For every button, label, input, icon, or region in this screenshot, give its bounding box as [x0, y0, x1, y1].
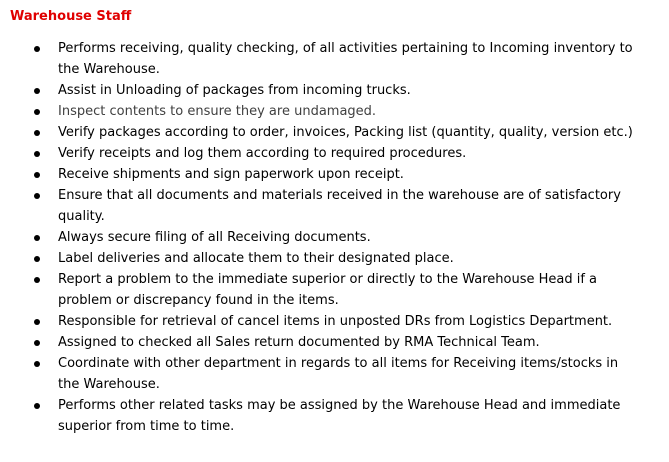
list-item-text: Assigned to checked all Sales return documented by RMA Technical Team. — [58, 335, 540, 350]
bullet-icon — [34, 256, 40, 262]
bullet-icon — [34, 361, 40, 367]
list-item — [0, 227, 669, 248]
list-item — [0, 311, 669, 332]
bullet-icon — [34, 403, 40, 409]
list-item — [0, 101, 669, 122]
list-item-text: Always secure filing of all Receiving documents. — [58, 230, 371, 245]
list-item — [0, 332, 669, 353]
list-item — [0, 248, 669, 269]
bullet-icon — [34, 193, 40, 199]
list-item-text: Report a problem to the immediate superior or directly to the Warehouse Head if a problem or discrepancy found in the items. — [58, 272, 598, 308]
bullet-icon — [34, 172, 40, 178]
list-item-text: Performs receiving, quality checking, of all activities pertaining to Incoming inventory to the Warehouse. — [58, 41, 633, 77]
document-title: Warehouse Staff — [10, 9, 132, 24]
bullet-icon — [34, 130, 40, 136]
list-item — [0, 80, 669, 101]
bullet-icon — [34, 109, 40, 115]
bullet-icon — [34, 340, 40, 346]
list-item — [0, 185, 669, 227]
list-item — [0, 353, 669, 395]
bullet-icon — [34, 88, 40, 94]
bullet-icon — [34, 151, 40, 157]
list-item — [0, 269, 669, 311]
list-item-text: Coordinate with other department in regards to all items for Receiving items/stocks in the Warehouse. — [58, 356, 619, 392]
list-item-text: Performs other related tasks may be assigned by the Warehouse Head and immediate superior from time to time. — [58, 398, 621, 434]
list-item-text: Verify receipts and log them according to required procedures. — [58, 146, 467, 161]
list-item — [0, 122, 669, 143]
list-item-text: Inspect contents to ensure they are undamaged. — [58, 104, 377, 119]
list-item-text: Assist in Unloading of packages from incoming trucks. — [58, 83, 411, 98]
list-item — [0, 395, 669, 437]
bullet-icon — [34, 277, 40, 283]
list-item — [0, 38, 669, 80]
list-item-text: Responsible for retrieval of cancel items in unposted DRs from Logistics Department. — [58, 314, 613, 329]
list-item — [0, 143, 669, 164]
list-item-text: Label deliveries and allocate them to their designated place. — [58, 251, 454, 266]
list-item-text: Ensure that all documents and materials received in the warehouse are of satisfactory quality. — [58, 188, 621, 224]
duties-list — [0, 38, 669, 437]
bullet-icon — [34, 46, 40, 52]
bullet-icon — [34, 319, 40, 325]
list-item — [0, 164, 669, 185]
list-item-text: Verify packages according to order, invoices, Packing list (quantity, quality, version etc.) — [58, 125, 633, 140]
list-item-text: Receive shipments and sign paperwork upon receipt. — [58, 167, 404, 182]
bullet-icon — [34, 235, 40, 241]
